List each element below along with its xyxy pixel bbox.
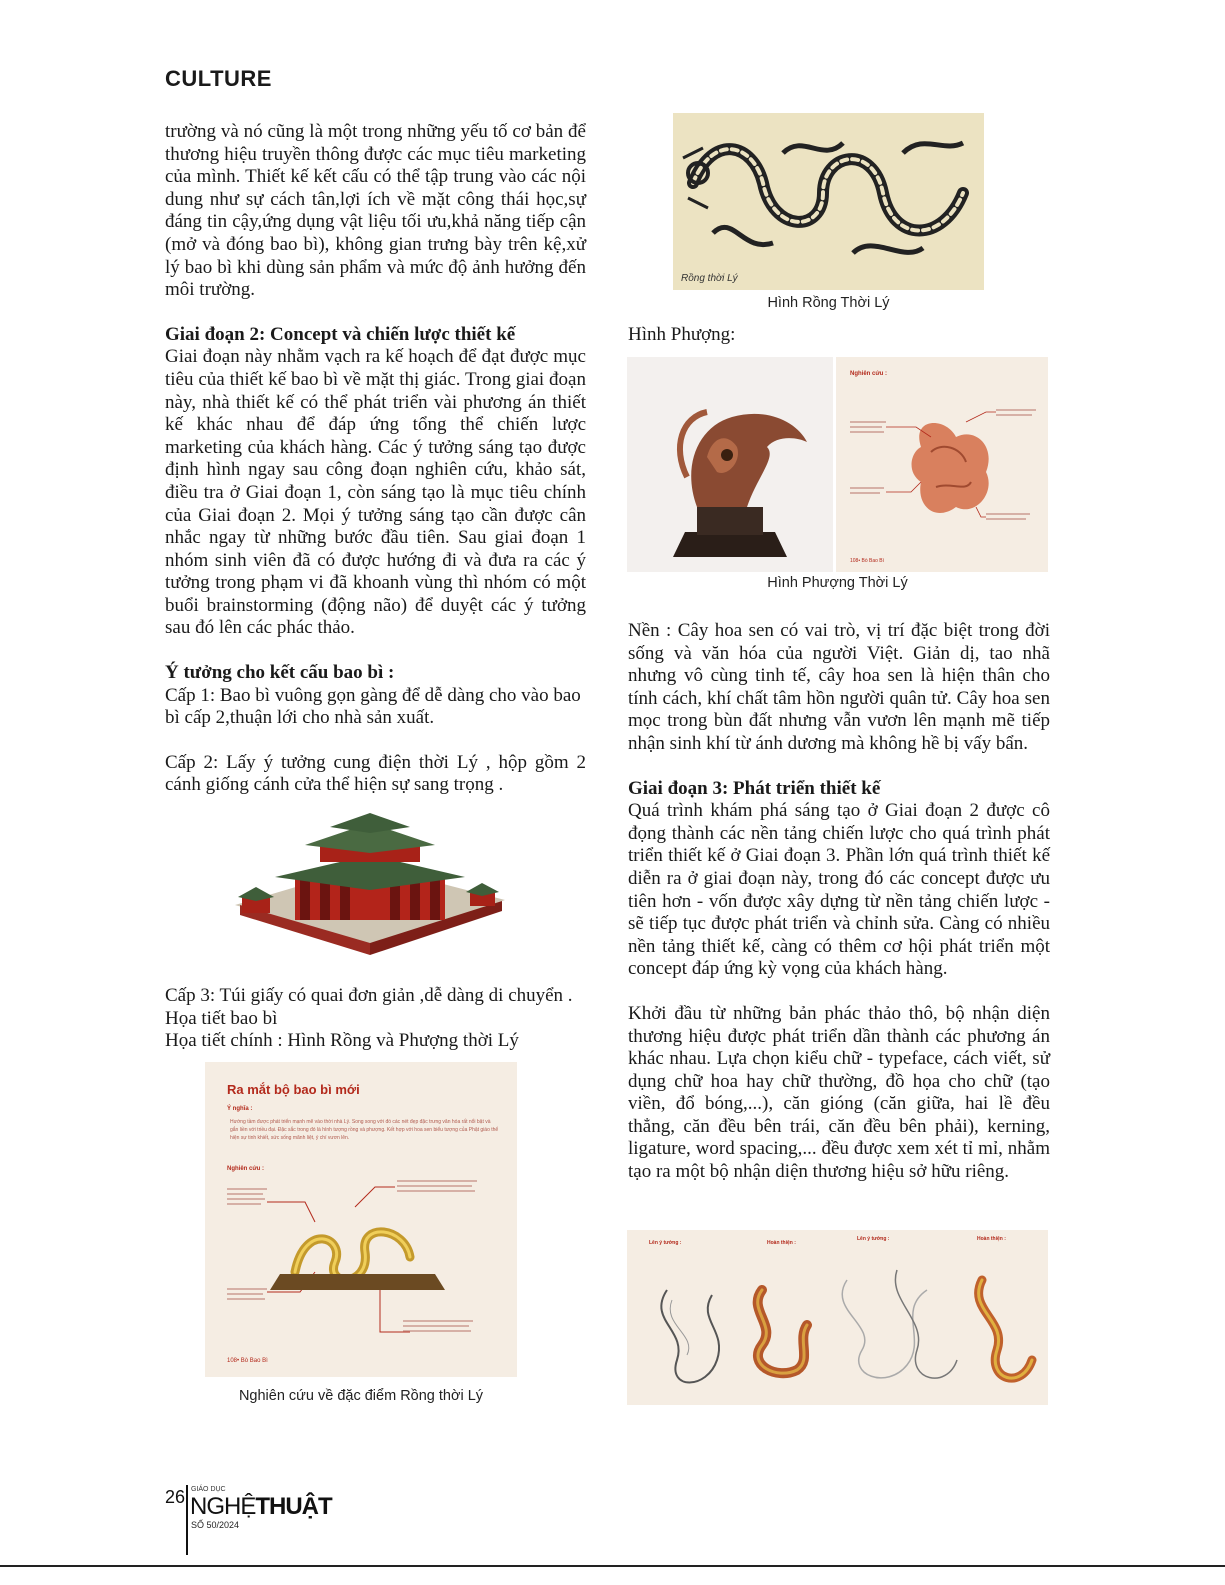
dragon-research-board [205, 1062, 517, 1377]
stage2-paragraph: Giai đoạn này nhằm vạch ra kế hoạch để đạt được mục tiêu của thiết kế bao bì về mặt thị giác. Trong giai đoạn này, nhà thiết kế có thể phát triển vài phương án thiết kế khác nhau để đáp ứng tổng thể chiến lược marketing của khách hàng. Các ý tưởng sáng tạo được định hình ngay sau công đoạn nghiên cứu, khảo sát, điều tra ở Giai đoạn 1, còn sáng tạo là mục tiêu chính của Giai đoạn 2. Mọi ý tưởng sáng tạo cần được cân nhắc ngay từ những bước đầu tiên. Sau giai đoạn 1 nhóm sinh viên đã có được hướng đi và đưa ra các ý tưởng trong phạm vi đã khoanh vùng thì nhóm có một buổi brainstorming (động não) để duyệt các ý tưởng sau đó lên các phác thảo. [165, 346, 586, 639]
logo-bold: THUẬT [255, 1493, 332, 1520]
sketch-label-4: Hoàn thiện : [977, 1236, 1006, 1242]
bottom-rule [0, 1565, 1225, 1567]
phoenix-figure [627, 357, 1048, 572]
phoenix-caption: Hình Phượng Thời Lý [767, 575, 908, 591]
left-column-bottom [165, 985, 586, 1053]
dragon-study-caption: Nghiên cứu về đặc điểm Rồng thời Lý [238, 1388, 484, 1404]
logo-light: NGHỆ [190, 1493, 256, 1520]
intro-paragraph: trường và nó cũng là một trong những yếu tố cơ bản để thương hiệu truyền thông được các mục tiêu marketing của mình. Thiết kế kết cấu có thể tập trung vào các nội dung như sự cách tân,lợi ích về mặt công thái học,sự đáng tin cậy,ứng dụng vật liệu tối ưu,khả năng tiếp cận (mở và đóng bao bì), không gian trưng bày trên kệ,xử lý bao bì khi dùng sản phẩm và mức độ ảnh hưởng đến môi trường. [165, 121, 586, 301]
stage2-heading: Giai đoạn 2: Concept và chiến lược thiết kế [165, 323, 516, 345]
section-label: CULTURE [165, 66, 272, 91]
dragon-sketch-strip [627, 1230, 1048, 1405]
magazine-logo [190, 1493, 332, 1521]
board-title: Ra mắt bộ bao bì mới [227, 1082, 360, 1097]
level2-paragraph: Cấp 2: Lấy ý tưởng cung điện thời Lý , hộp gồm 2 cánh giống cánh cửa thể hiện sự sang trọng . [165, 751, 586, 796]
board-meaning-text: Hướng tầm được phát triển mạnh mẽ vào thời nhà Lý. Song song với đó các nét đẹp đặc trưng văn hóa rất nổi bật và gắn liền với triều đại. Đặc sắc trong đó là hình tượng rồng và phượng. Kết hợp với hoa sen biểu tượng của Phật giáo thể hiện sự tinh khiết, sức sống mãnh liệt, ý chí vươn lên. [230, 1119, 499, 1141]
phoenix-board [836, 357, 1048, 572]
sketch-label-3: Lên ý tưởng : [857, 1236, 890, 1242]
phoenix-board-label: Nghiên cứu : [850, 371, 888, 377]
phoenix-heading: Hình Phượng: [628, 324, 736, 345]
board-footer: 108• Bò Bao Bì [227, 1358, 268, 1364]
sketch-paragraph: Khởi đầu từ những bản phác thảo thô, bộ nhận diện thương hiệu được phát triển dần thành các phương án khác nhau. Lựa chọn kiểu chữ - typeface, cách viết, sử dụng chữ hoa hay chữ thường, đồ họa cho chữ (tạo viền, đổ bóng,...), căn gióng (căn giữa, hai lề đều thẳng, căn đều bên trái, căn đều bên phải), kerning, ligature, word spacing,... đều được xem xét tỉ mỉ, nhằm tạo ra một bộ nhận diện thương hiệu sở hữu riêng. [628, 1002, 1050, 1183]
board-meaning-label: Ý nghĩa : [227, 1106, 253, 1112]
page-number: 26 [165, 1487, 186, 1507]
footer-divider [186, 1485, 188, 1555]
board-research-label: Nghiên cứu : [227, 1166, 265, 1172]
phoenix-photo [627, 357, 833, 572]
magazine-logo-small: GIÁO DỤC [191, 1486, 226, 1493]
phoenix-board-footer: 108• Bò Bao Bì [850, 558, 884, 564]
palace-image [220, 805, 520, 965]
sketch-label-2: Hoàn thiện : [767, 1240, 796, 1246]
dragon-caption: Hình Rồng Thời Lý [767, 295, 890, 311]
stage3-paragraph: Quá trình khám phá sáng tạo ở Giai đoạn 2 được cô đọng thành các nền tảng chiến lược cho quá trình phát triển thiết kế ở Giai đoạn 3. Phần lớn quá trình thiết kế diễn ra ở giai đoạn này, trong đó các concept được ưu tiên hơn - vốn được xây dựng từ nền tảng chiến lược - sẽ tiếp tục được phát triển và chỉnh sửa. Càng có nhiều nền tảng thiết kế, càng có thêm cơ hội phát triển một concept đáp ứng kỳ vọng của khách hàng. [628, 800, 1050, 980]
dragon-engraving-label: Rồng thời Lý [681, 273, 738, 284]
issue-number: SỐ 50/2024 [191, 1520, 240, 1530]
level1-paragraph: Cấp 1: Bao bì vuông gọn gàng để dễ dàng cho vào bao bì cấp 2,thuận lới cho nhà sản xuất. [165, 684, 581, 729]
stage3-heading: Giai đoạn 3: Phát triển thiết kế [628, 777, 881, 799]
pattern-label: Họa tiết bao bì [165, 1007, 278, 1029]
idea-heading: Ý tưởng cho kết cấu bao bì : [165, 662, 395, 684]
ly-dragon-engraving [673, 113, 984, 290]
left-column-top [165, 121, 586, 797]
sketch-label-1: Lên ý tưởng : [649, 1240, 682, 1246]
level3-paragraph: Cấp 3: Túi giấy có quai đơn giản ,dễ dàng di chuyển . [165, 985, 573, 1006]
right-column-text [628, 620, 1050, 1184]
pattern-main: Họa tiết chính : Hình Rồng và Phượng thời Lý [165, 1030, 519, 1052]
background-paragraph: Nền : Cây hoa sen có vai trò, vị trí đặc biệt trong đời sống và văn hóa của người Việt. Giản dị, tao nhã nhưng vô cùng tinh tế, cây hoa sen là hiện thân cho tính cách, khí chất tâm hồn người quân tử. Cây hoa sen mọc trong bùn đất nhưng vẫn vươn lên mạnh mẽ tiếp nhận sinh khí từ ánh dương mà không hề bị vấy bẩn. [628, 620, 1050, 754]
